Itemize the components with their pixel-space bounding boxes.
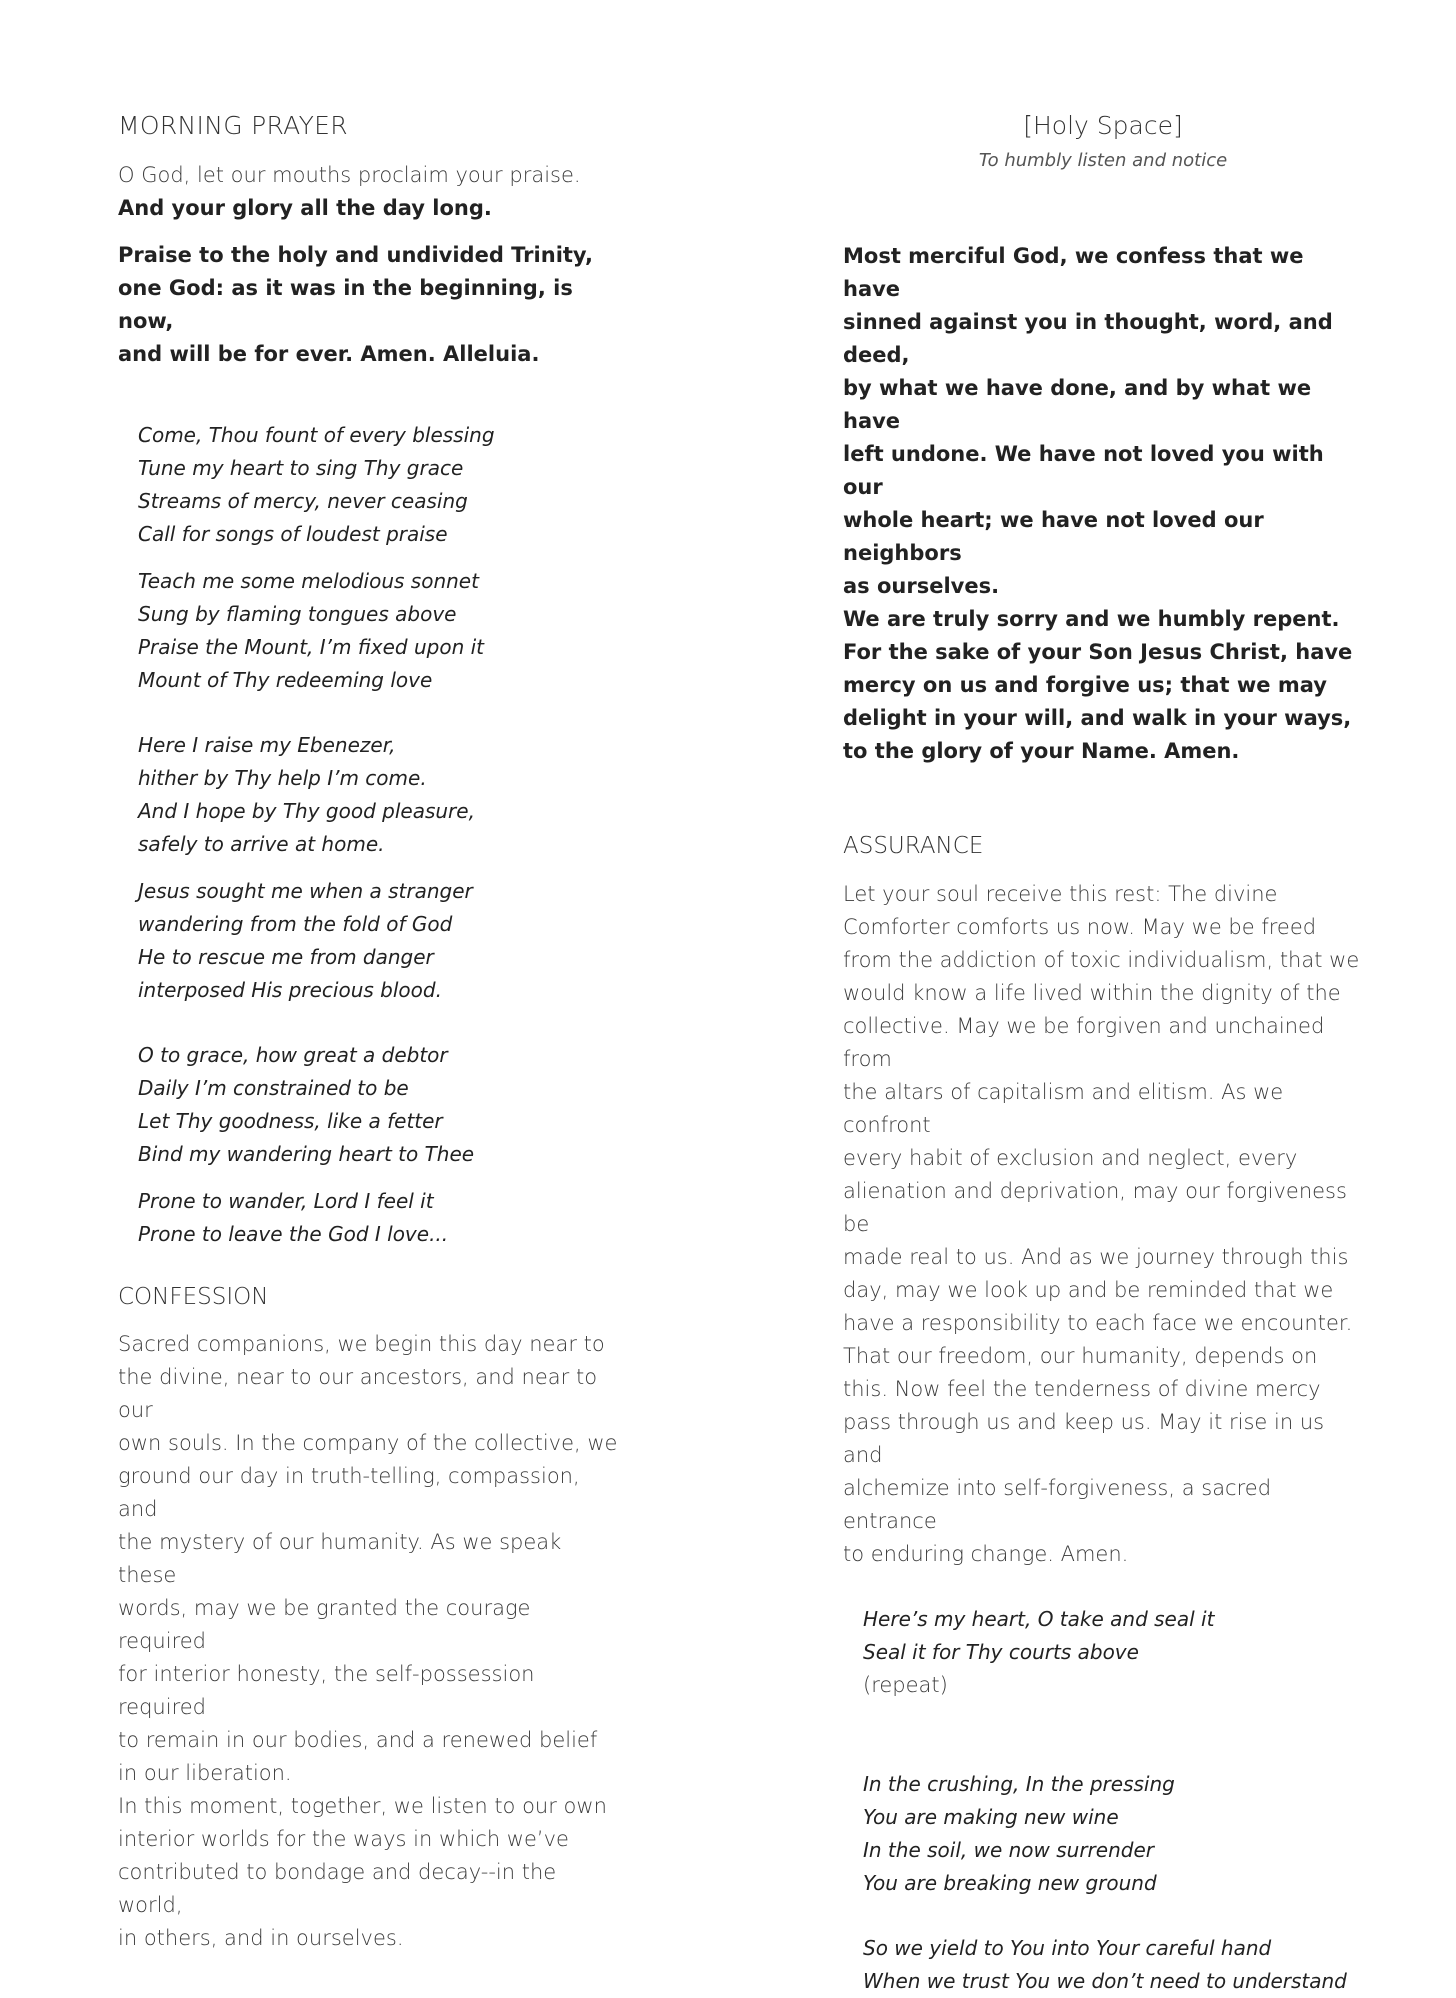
song-line: In the crushing, In the pressing <box>863 1771 1175 1796</box>
confession-line: in others, and in ourselves. <box>118 1926 404 1951</box>
hymn-line: And I hope by Thy good pleasure, <box>138 798 475 823</box>
confession-line: the mystery of our humanity. As we speak these <box>118 1530 562 1588</box>
assurance-line: alienation and deprivation, may our forgiveness be <box>843 1178 1347 1236</box>
hymn-line: Jesus sought me when a stranger <box>138 878 473 903</box>
assurance-line: every habit of exclusion and neglect, every <box>843 1145 1298 1170</box>
confession-line: the divine, near to our ancestors, and near to our <box>118 1365 598 1423</box>
confession-line: interior worlds for the ways in which we’ve <box>118 1827 569 1852</box>
confession-line: In this moment, together, we listen to our own <box>118 1794 607 1819</box>
hymn-stanza <box>138 419 618 551</box>
assurance-line: Comforter comforts us now. May we be freed <box>843 914 1317 939</box>
confession-heading: CONFESSION <box>118 1283 269 1310</box>
hymn <box>118 419 618 1251</box>
prayer-line: For the sake of your Son Jesus Christ, have <box>843 639 1353 664</box>
hymn-line: Mount of Thy redeeming love <box>138 667 433 692</box>
hymn-line: Bind my wandering heart to Thee <box>138 1141 475 1166</box>
gloria-line: Praise to the holy and undivided Trinity, <box>118 242 593 267</box>
song-stanza <box>863 1768 1363 1900</box>
confession-text <box>118 1328 618 1955</box>
song <box>843 1768 1363 1998</box>
prayer-line: delight in your will, and walk in your ways, <box>843 705 1352 730</box>
gloria-line: and will be for ever. Amen. Alleluia. <box>118 341 540 366</box>
holy-space-subtitle: To humbly listen and notice <box>978 149 1228 171</box>
prayer-line: We are truly sorry and we humbly repent. <box>843 606 1340 631</box>
hymn-line: safely to arrive at home. <box>138 831 385 856</box>
hymn-line: Tune my heart to sing Thy grace <box>138 455 464 480</box>
song-line: You are breaking new ground <box>863 1870 1157 1895</box>
refrain-line: Here’s my heart, O take and seal it <box>863 1606 1215 1631</box>
hymn-line: He to rescue me from danger <box>138 944 434 969</box>
hymn-line: Come, Thou fount of every blessing <box>138 422 495 447</box>
confession-prayer <box>843 240 1363 768</box>
prayer-line: Most merciful God, we confess that we have <box>843 243 1304 301</box>
confession-line: Sacred companions, we begin this day near to <box>118 1332 605 1357</box>
opening-versicle: O God, let our mouths proclaim your praise. <box>118 162 581 187</box>
hymn-line: Prone to wander, Lord I feel it <box>138 1188 434 1213</box>
hymn-stanza <box>138 729 618 861</box>
song-line: You are making new wine <box>863 1804 1119 1829</box>
confession-line: for interior honesty, the self-possession required <box>118 1662 535 1720</box>
assurance-line: pass through us and keep us. May it rise in us and <box>843 1409 1325 1467</box>
prayer-line: whole heart; we have not loved our neighbors <box>843 507 1264 565</box>
song-line: So we yield to You into Your careful hand <box>863 1935 1272 1960</box>
page-title: MORNING PRAYER <box>118 111 348 140</box>
assurance-line: would know a life lived within the dignity of the <box>843 980 1341 1005</box>
prayer-line: left undone. We have not loved you with our <box>843 441 1324 499</box>
hymn-line: Teach me some melodious sonnet <box>138 568 479 593</box>
confession-line: ground our day in truth-telling, compassion, and <box>118 1464 580 1522</box>
prayer-line: by what we have done, and by what we have <box>843 375 1312 433</box>
assurance-line: have a responsibility to each face we encounter. <box>843 1310 1353 1335</box>
right-column <box>843 110 1363 1998</box>
hymn-line: hither by Thy help I’m come. <box>138 765 427 790</box>
prayer-line: as ourselves. <box>843 573 1000 598</box>
confession-line: contributed to bondage and decay--in the world, <box>118 1860 557 1918</box>
gloria-line: one God: as it was in the beginning, is now, <box>118 275 573 333</box>
hymn-line: wandering from the fold of God <box>138 911 453 936</box>
holy-space-title: [Holy Space] <box>1023 111 1183 140</box>
hymn-line: Daily I’m constrained to be <box>138 1075 409 1100</box>
assurance-line: to enduring change. Amen. <box>843 1541 1129 1566</box>
assurance-line: alchemize into self-forgiveness, a sacred entrance <box>843 1475 1272 1533</box>
assurance-line: That our freedom, our humanity, depends on <box>843 1343 1318 1368</box>
song-line: When we trust You we don’t need to understand <box>863 1968 1347 1993</box>
song-line: In the soil, we now surrender <box>863 1837 1154 1862</box>
hymn-stanza <box>138 1185 618 1251</box>
refrain <box>843 1603 1363 1702</box>
hymn-line: Prone to leave the God I love... <box>138 1221 449 1246</box>
gloria <box>118 239 618 371</box>
left-column <box>118 110 618 1955</box>
hymn-line: interposed His precious blood. <box>138 977 442 1002</box>
assurance-line: the altars of capitalism and elitism. As we confront <box>843 1079 1284 1137</box>
prayer-line: to the glory of your Name. Amen. <box>843 738 1240 763</box>
hymn-line: Call for songs of loudest praise <box>138 521 448 546</box>
hymn-line: Here I raise my Ebenezer, <box>138 732 396 757</box>
confession-line: own souls. In the company of the collective, we <box>118 1431 618 1456</box>
hymn-line: Sung by flaming tongues above <box>138 601 457 626</box>
confession-line: words, may we be granted the courage required <box>118 1596 531 1654</box>
prayer-line: sinned against you in thought, word, and deed, <box>843 309 1333 367</box>
confession-line: to remain in our bodies, and a renewed belief <box>118 1728 598 1753</box>
hymn-line: O to grace, how great a debtor <box>138 1042 448 1067</box>
refrain-line: Seal it for Thy courts above <box>863 1639 1139 1664</box>
assurance-line: Let your soul receive this rest: The divine <box>843 881 1278 906</box>
assurance-text <box>843 878 1363 1571</box>
assurance-line: this. Now feel the tenderness of divine mercy <box>843 1376 1321 1401</box>
confession-line: in our liberation. <box>118 1761 292 1786</box>
opening-response: And your glory all the day long. <box>118 195 492 220</box>
assurance-line: collective. May we be forgiven and unchained from <box>843 1013 1325 1071</box>
prayer-line: mercy on us and forgive us; that we may <box>843 672 1327 697</box>
hymn-line: Streams of mercy, never ceasing <box>138 488 468 513</box>
assurance-line: made real to us. And as we journey through this <box>843 1244 1349 1269</box>
hymn-line: Praise the Mount, I’m fixed upon it <box>138 634 485 659</box>
assurance-line: from the addiction of toxic individualism, that we <box>843 947 1360 972</box>
assurance-line: day, may we look up and be reminded that we <box>843 1277 1334 1302</box>
hymn-stanza <box>138 1039 618 1171</box>
song-stanza <box>863 1932 1363 1998</box>
hymn-stanza <box>138 565 618 697</box>
repeat-note: (repeat) <box>863 1672 948 1697</box>
hymn-stanza <box>138 875 618 1007</box>
assurance-heading: ASSURANCE <box>843 832 984 859</box>
hymn-line: Let Thy goodness, like a fetter <box>138 1108 443 1133</box>
